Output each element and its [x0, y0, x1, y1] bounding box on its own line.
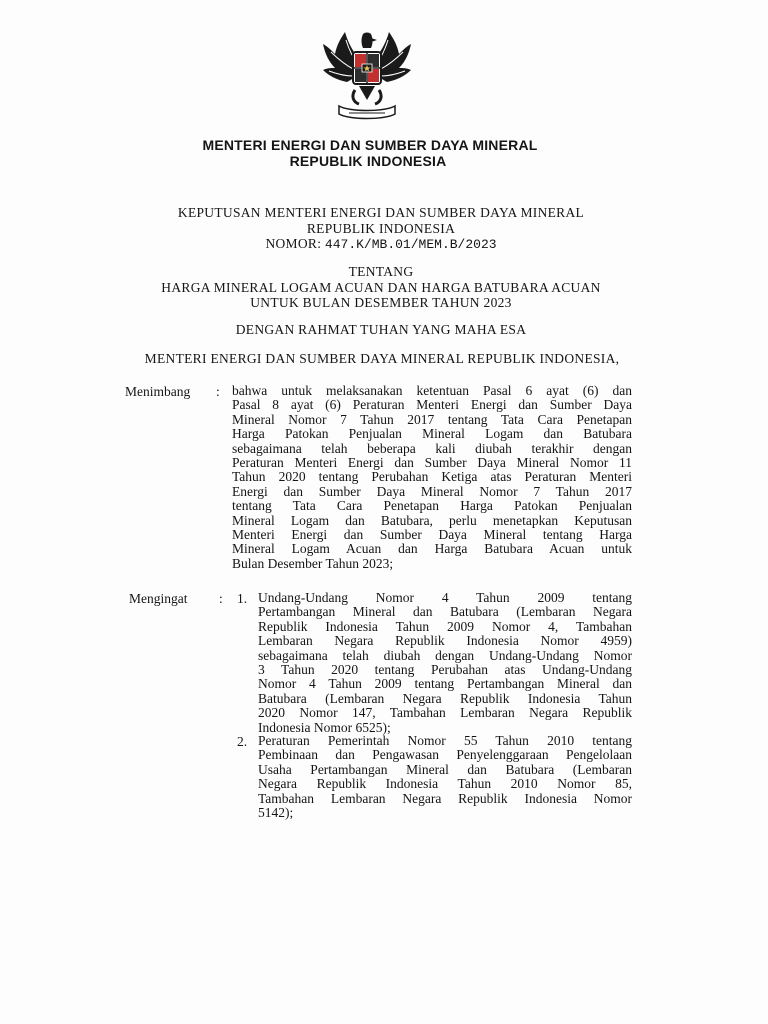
- paragraph-line: Pembinaan dan Pengawasan Penyelenggaraan Pengelolaan: [258, 747, 632, 763]
- paragraph-line: Pasal 8 ayat (6) Peraturan Menteri Energi dan Sumber Daya: [232, 397, 632, 413]
- mengingat-item-number: 2.: [237, 734, 248, 749]
- decree-title-line-2: REPUBLIK INDONESIA: [306, 220, 456, 236]
- issuer-line-1: MENTERI ENERGI DAN SUMBER DAYA MINERAL: [202, 137, 538, 153]
- paragraph-line: Batubara (Lembaran Negara Republik Indonesia Tahun: [258, 690, 632, 706]
- authority-text: MENTERI ENERGI DAN SUMBER DAYA MINERAL REPUBLIK INDONESIA,: [144, 351, 620, 366]
- paragraph-line: Republik Indonesia Tahun 2009 Nomor 4, Tambahan: [258, 618, 632, 634]
- paragraph-line: Mineral Logam Acuan dan Harga Batubara Acuan untuk: [232, 541, 632, 557]
- blessing-line: [0, 322, 765, 338]
- paragraph-line: Negara Republik Indonesia Tahun 2010 Nomor 85,: [258, 776, 632, 792]
- menimbang-paragraph: [232, 384, 632, 571]
- paragraph-line: Peraturan Menteri Energi dan Sumber Daya Mineral Nomor 11: [232, 454, 632, 470]
- paragraph-line: Nomor 4 Tahun 2009 tentang Pertambangan Mineral dan: [258, 676, 632, 692]
- paragraph-line: Bulan Desember Tahun 2023;: [232, 555, 394, 571]
- mengingat-item-2-text: [258, 734, 632, 820]
- menimbang-label: Menimbang: [125, 384, 191, 399]
- paragraph-line: Peraturan Pemerintah Nomor 55 Tahun 2010 tentang: [258, 733, 632, 748]
- paragraph-line: Mineral Nomor 7 Tahun 2017 tentang Tata Cara Penetapan: [232, 411, 632, 427]
- paragraph-line: tentang Tata Cara Penetapan Harga Patokan Penjualan: [232, 498, 632, 514]
- garuda-emblem-icon: [315, 24, 419, 124]
- paragraph-line: sebagaimana telah beberapa kali diubah terakhir dengan: [232, 440, 632, 456]
- blessing-text: DENGAN RAHMAT TUHAN YANG MAHA ESA: [235, 322, 527, 337]
- paragraph-line: 5142);: [258, 804, 294, 820]
- paragraph-line: Energi dan Sumber Daya Mineral Nomor 7 Tahun 2017: [232, 483, 632, 499]
- subject-line-2: UNTUK BULAN DESEMBER TAHUN 2023: [250, 295, 512, 310]
- paragraph-line: Pertambangan Mineral dan Batubara (Lembaran Negara: [258, 604, 632, 620]
- decree-subject: [0, 264, 765, 311]
- decree-number: [0, 236, 765, 253]
- mengingat-colon: :: [219, 591, 223, 606]
- paragraph-line: Indonesia Nomor 6525);: [258, 719, 391, 735]
- mengingat-item-1-text: [258, 591, 632, 735]
- decree-number-prefix: NOMOR:: [265, 236, 325, 251]
- paragraph-line: 2020 Nomor 147, Tambahan Lembaran Negara Republik: [258, 705, 632, 721]
- decree-title-line-1: KEPUTUSAN MENTERI ENERGI DAN SUMBER DAYA MINERAL: [177, 205, 585, 220]
- paragraph-line: bahwa untuk melaksanakan ketentuan Pasal 6 ayat (6) dan: [232, 383, 632, 398]
- mengingat-label: Mengingat: [129, 591, 188, 606]
- paragraph-line: Menteri Energi dan Sumber Daya Mineral tentang Harga: [232, 526, 632, 542]
- decree-number-value: 447.K/MB.01/MEM.B/2023: [324, 237, 497, 252]
- paragraph-line: Lembaran Negara Republik Indonesia Nomor 4959): [258, 633, 632, 649]
- paragraph-line: Tahun 2020 tentang Perubahan Ketiga atas Peraturan Menteri: [232, 469, 632, 485]
- paragraph-line: Harga Patokan Penjualan Mineral Logam dan Batubara: [232, 426, 632, 442]
- menimbang-colon: :: [216, 384, 220, 399]
- about-heading: TENTANG: [348, 264, 414, 279]
- issuer-line-2: REPUBLIK INDONESIA: [289, 153, 447, 169]
- decree-title: [0, 205, 765, 253]
- paragraph-line: Tambahan Lembaran Negara Republik Indonesia Nomor: [258, 790, 632, 806]
- paragraph-line: Mineral Logam dan Batubara, perlu menetapkan Keputusan: [232, 512, 632, 528]
- paragraph-line: 3 Tahun 2020 tentang Perubahan atas Undang-Undang: [258, 661, 632, 677]
- mengingat-item-number: 1.: [237, 591, 248, 606]
- paragraph-line: Usaha Pertambangan Mineral dan Batubara (Lembaran: [258, 761, 632, 777]
- paragraph-line: sebagaimana telah diubah dengan Undang-Undang Nomor: [258, 647, 632, 663]
- paragraph-line: Undang-Undang Nomor 4 Tahun 2009 tentang: [258, 590, 632, 605]
- authority-line: [0, 351, 766, 367]
- subject-line-1: HARGA MINERAL LOGAM ACUAN DAN HARGA BATUBARA ACUAN: [161, 279, 601, 295]
